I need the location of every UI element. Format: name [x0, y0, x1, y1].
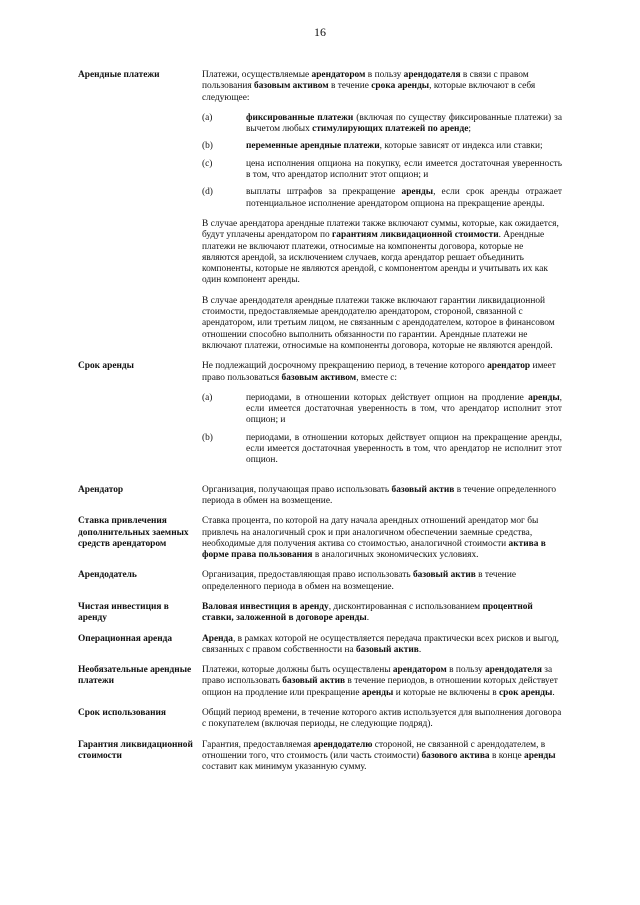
glossary-term: Ставка привлечения дополнительных заемных средств арендатором	[78, 516, 189, 549]
defined-term: Аренда	[202, 633, 233, 644]
text-run: , вместе с:	[356, 372, 398, 383]
defined-term: арендатором	[311, 70, 366, 80]
list-marker: (c)	[202, 158, 213, 169]
text-run: , в рамках которой не осуществляется передача практически всех рисков и выгод, связанных с правом собственности на	[202, 633, 560, 655]
glossary-entry	[78, 708, 562, 731]
definition-paragraph	[202, 602, 562, 625]
text-run: ;	[468, 124, 471, 135]
glossary-entry	[78, 516, 562, 561]
list-marker: (a)	[202, 392, 213, 403]
glossary-entries	[78, 70, 562, 783]
glossary-definition	[202, 665, 562, 699]
text-run: , дисконтированная с использованием	[328, 601, 483, 612]
list-item	[202, 159, 562, 182]
definition-paragraph	[202, 296, 562, 352]
text-run: Организация, получающая право использовать	[202, 484, 392, 495]
list-marker: (b)	[202, 432, 213, 443]
glossary-term: Арендные платежи	[78, 70, 160, 80]
defined-term: арендодателя	[484, 665, 542, 676]
glossary-definition	[202, 570, 562, 593]
defined-term: арендатор	[487, 361, 531, 372]
list-item	[202, 141, 562, 152]
defined-term: актива в форме права пользования	[202, 538, 546, 561]
defined-term: фиксированные платежи	[246, 112, 354, 123]
defined-term: базовым активом	[281, 372, 357, 383]
text-run: .	[418, 644, 422, 655]
list-item	[202, 187, 562, 210]
text-run: .	[366, 613, 370, 624]
definition-paragraph	[202, 634, 562, 657]
glossary-entry	[78, 602, 562, 625]
list-item-text	[246, 187, 562, 210]
definition-paragraph	[202, 708, 562, 731]
list-item-text	[246, 113, 562, 136]
text-run: , которые зависят от индекса или ставки;	[379, 141, 543, 152]
text-run: в аналогичных экономических условиях.	[312, 550, 479, 561]
text-run: Платежи, которые должны быть осуществлены	[202, 665, 393, 676]
defined-term: базовым активом	[254, 81, 329, 92]
defined-term: базового актива	[421, 750, 490, 761]
glossary-definition	[202, 70, 562, 352]
defined-term: аренды	[524, 750, 556, 761]
defined-term: арендодателю	[313, 739, 373, 750]
defined-term: аренды	[528, 392, 560, 403]
list-marker: (a)	[202, 112, 213, 123]
defined-term: базовый актив	[356, 644, 419, 655]
defined-term: срока аренды	[371, 81, 430, 92]
text-run: составит как минимум указанную сумму.	[202, 762, 367, 773]
text-run: в течение периодов, в отношении которых действует опцион на продление или прекращение	[202, 676, 558, 698]
text-run: В случае арендатора арендные платежи также включают суммы, которые, как ожидается, будут уплачены арендатором по	[202, 218, 559, 241]
glossary-term: Гарантия ликвидационной стоимости	[78, 739, 193, 761]
text-run: . Арендные платежи не включают платежи, относимые на компоненты договора, которые не являются арендой, за исключением случаев, когда арендатор решает объединить компоненты, которые не являются арендой, с компонентом аренды и учитывать их как один компонент аренды.	[202, 230, 548, 286]
glossary-term: Арендодатель	[78, 570, 137, 581]
glossary-definition	[202, 740, 562, 774]
glossary-term: Срок аренды	[78, 361, 134, 372]
definition-list	[202, 393, 562, 467]
defined-term: стимулирующих платежей по аренде	[312, 124, 469, 135]
glossary-entry	[78, 634, 562, 657]
text-run: , если имеется достаточная уверенность в том, что арендатор исполнит этот опцион; и	[246, 392, 562, 426]
text-run: Организация, предоставляющая право использовать	[202, 570, 413, 581]
defined-term: базовый актив	[412, 570, 476, 581]
definition-paragraph	[202, 485, 562, 508]
list-item-text	[246, 141, 562, 152]
glossary-term: Операционная аренда	[78, 633, 173, 644]
glossary-entry	[78, 665, 562, 699]
text-run: Общий период времени, в течение которого актив используется для выполнения договора с покупателем (включая периоды, не следующие подряд).	[202, 708, 562, 730]
text-run: в конце	[489, 750, 525, 761]
defined-term: переменные арендные платежи	[246, 141, 380, 152]
defined-term: арендодателя	[403, 70, 461, 80]
text-run: стороной, не связанной с арендодателем, в отношении того, что стоимость (или часть стоимости)	[202, 739, 546, 761]
text-run: Гарантия, предоставляемая	[202, 739, 314, 750]
glossary-definition	[202, 634, 562, 657]
text-run: (включая по существу фиксированные платежи) за вычетом любых	[246, 112, 562, 135]
defined-term: срок аренды	[499, 687, 553, 698]
list-item	[202, 113, 562, 136]
glossary-definition	[202, 708, 562, 731]
list-item-text	[246, 159, 562, 182]
text-run: , которые включают в себя следующее:	[202, 81, 536, 103]
text-run: в течение определенного периода в обмен на возмещение.	[202, 484, 557, 506]
glossary-term: Арендатор	[78, 484, 124, 495]
definition-paragraph	[202, 665, 562, 699]
defined-term: гарантиям ликвидационной стоимости	[332, 230, 499, 241]
list-marker: (b)	[202, 141, 213, 152]
defined-term: базовый актив	[282, 676, 346, 687]
glossary-entry	[78, 70, 562, 352]
glossary-entry	[78, 570, 562, 593]
text-run: В случае арендодателя арендные платежи также включают гарантии ликвидационной стоимости, предоставляемые арендодателю арендатором, стороной, связанной с арендатором, или третьим лицом, не связанным с арендодателем, которое в финансовом отношении способно выполнить обязанности по гарантии. Арендные платежи не включают платежи, относимые на компоненты договора, которые не являются арендой.	[202, 295, 555, 351]
text-run: в течение определенного периода в обмен на возмещение.	[202, 570, 516, 592]
page-number: 16	[314, 25, 326, 39]
text-run: цена исполнения опциона на покупку, если имеется достаточная уверенность в том, что арендатор исполнит этот опцион; и	[246, 158, 562, 181]
glossary-definition	[202, 516, 562, 561]
list-item	[202, 433, 562, 467]
definition-paragraph	[202, 70, 562, 104]
glossary-definition	[202, 361, 562, 475]
glossary-term: Срок использования	[78, 708, 166, 719]
text-run: в пользу	[446, 665, 485, 676]
text-run: .	[552, 687, 555, 698]
text-run: за право использовать	[202, 665, 553, 687]
list-item-text	[246, 433, 562, 467]
list-marker: (d)	[202, 187, 213, 198]
glossary-definition	[202, 485, 562, 508]
list-item	[202, 393, 562, 427]
text-run: , если срок аренды отражает потенциальное исполнение арендатором опциона на прекращение аренды.	[246, 187, 562, 209]
glossary-definition	[202, 602, 562, 625]
defined-term: аренды	[401, 187, 434, 198]
text-run: и которые не включены в	[393, 687, 499, 698]
text-run: Ставка процента, по которой на дату начала арендных отношений арендатор мог бы привлечь на аналогичный срок и при аналогичном обеспечении заемные средства, необходимые для получения актива со стоимостью, аналогичной стоимости	[202, 516, 539, 549]
glossary-entry	[78, 485, 562, 508]
text-run: в связи с правом пользования	[202, 70, 529, 92]
definition-paragraph	[202, 361, 562, 384]
glossary-term: Необязательные арендные платежи	[78, 665, 192, 687]
defined-term: процентной ставки, заложенной в договоре аренды	[202, 601, 533, 624]
list-item-text	[246, 393, 562, 427]
definition-paragraph	[202, 570, 562, 593]
text-run: имеет право пользоваться	[202, 361, 556, 383]
text-run: Не подлежащий досрочному прекращению период, в течение которого	[202, 361, 488, 372]
text-run: Платежи, осуществляемые	[202, 70, 312, 80]
definition-paragraph	[202, 740, 562, 774]
text-run: периодами, в отношении которых действует опцион на продление	[246, 392, 529, 403]
definition-paragraph	[202, 219, 562, 287]
definition-list	[202, 113, 562, 210]
text-run: в пользу	[365, 70, 404, 80]
defined-term: Валовая инвестиция в аренду	[202, 601, 329, 612]
definition-paragraph	[202, 516, 562, 561]
defined-term: базовый актив	[391, 484, 455, 495]
text-run: периодами, в отношении которых действует опцион на прекращение аренды, если имеется достаточная уверенность в том, что арендатор не исполнит этот опцион.	[246, 432, 562, 466]
defined-term: арендатором	[392, 665, 447, 676]
defined-term: аренды	[361, 687, 394, 698]
text-run: выплаты штрафов за прекращение	[246, 187, 402, 198]
glossary-term: Чистая инвестиция в аренду	[78, 601, 169, 624]
glossary-entry	[78, 740, 562, 774]
text-run: в течение	[328, 81, 372, 92]
glossary-entry	[78, 361, 562, 475]
